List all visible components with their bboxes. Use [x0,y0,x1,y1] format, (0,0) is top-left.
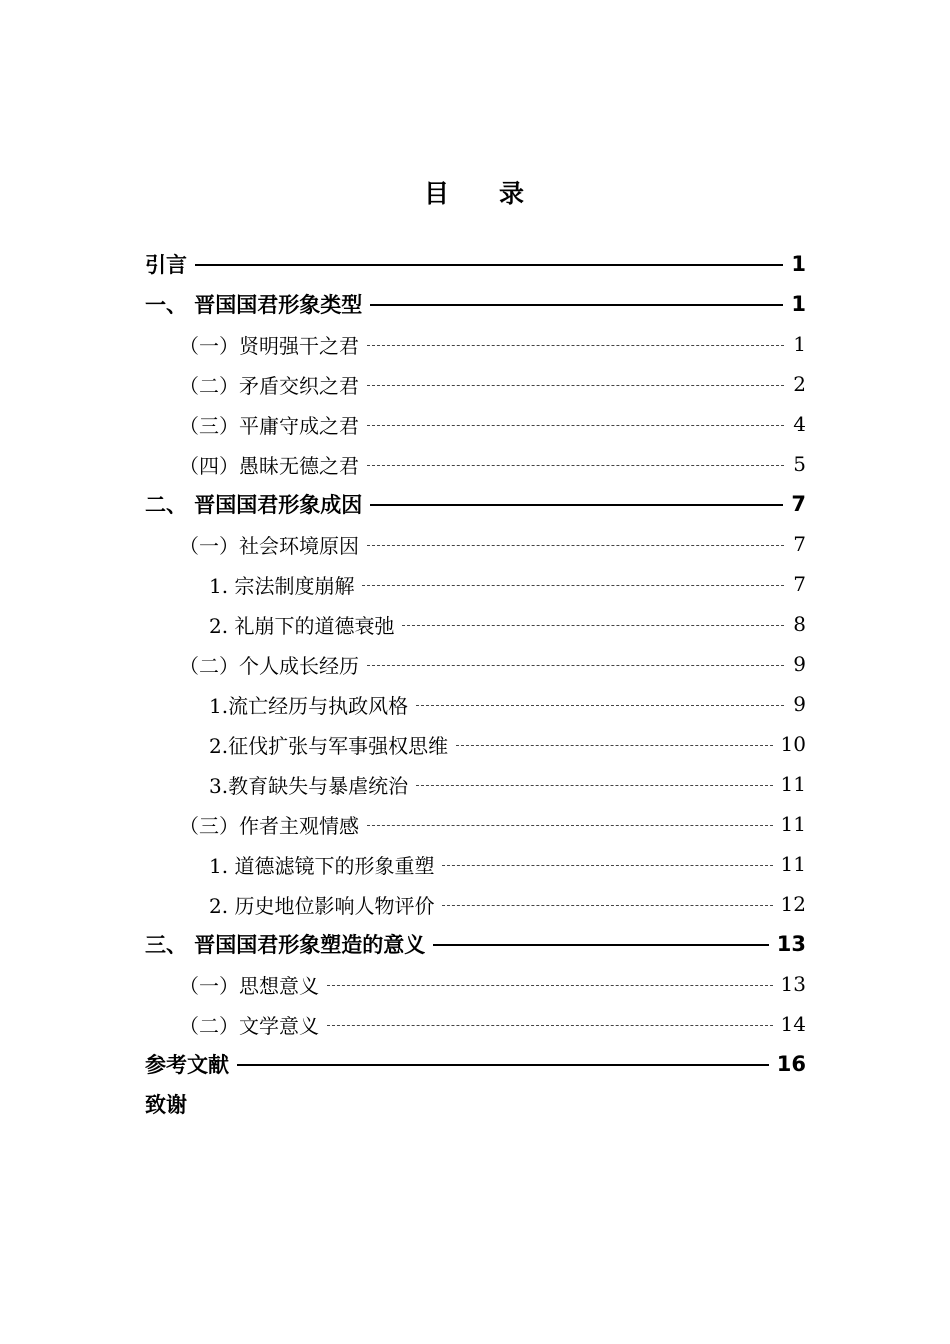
toc-leader [195,264,783,266]
toc-leader [456,745,772,746]
toc-entry-label: 3.教育缺失与暴虐统治 [209,773,409,798]
toc-title [0,174,950,210]
toc-leader [327,985,773,986]
toc-entry-page: 1 [791,292,806,316]
toc-entry[interactable] [145,764,806,804]
toc-entry-page: 11 [780,772,806,796]
toc-leader [370,504,783,506]
toc-entry[interactable] [145,484,806,524]
toc-entry-label: （一）贤明强干之君 [179,333,359,358]
toc-entry-label: 引言 [145,253,187,277]
toc-leader [367,385,784,386]
toc-entry[interactable] [145,804,806,844]
toc-entry-page: 7 [791,492,806,516]
toc-entry-label: （三）平庸守成之君 [179,413,359,438]
toc-entry[interactable] [145,924,806,964]
toc-entry-page: 2 [793,372,806,396]
toc-entry[interactable] [145,444,806,484]
toc-entry-label: （二）矛盾交织之君 [179,373,359,398]
toc-entry-label: 一、 晋国国君形象类型 [145,293,363,317]
toc-leader [367,545,784,546]
toc-entry[interactable] [145,844,806,884]
toc-entry-label: （三）作者主观情感 [179,813,359,838]
toc-entry-page: 9 [793,652,806,676]
toc-entry-page: 11 [780,812,806,836]
toc-entry[interactable] [145,524,806,564]
toc-entry-label: 致谢 [145,1093,187,1117]
toc-entry[interactable] [145,564,806,604]
toc-entry[interactable] [145,604,806,644]
toc-entry[interactable] [145,884,806,924]
toc-leader [416,785,772,786]
toc-leader [362,585,784,586]
toc-entry-page: 5 [793,452,806,476]
toc-entry-page: 11 [780,852,806,876]
toc-entry-label: （一）思想意义 [179,973,319,998]
toc-entry[interactable] [145,964,806,1004]
toc-leader [367,825,773,826]
toc-entry-page: 1 [793,332,806,356]
toc-entry-label: 参考文献 [145,1053,229,1077]
toc-entry-label: 二、 晋国国君形象成因 [145,493,363,517]
toc-entry-page: 8 [793,612,806,636]
toc-entry-page: 9 [793,692,806,716]
toc-entry[interactable] [145,724,806,764]
toc-entry-label: 2. 礼崩下的道德衰弛 [209,613,395,638]
toc-entry-label: 1.流亡经历与执政风格 [209,693,409,718]
toc-entry-label: 三、 晋国国君形象塑造的意义 [145,933,426,957]
toc-entry-page: 14 [780,1012,806,1036]
toc-entry-label: （一）社会环境原因 [179,533,359,558]
toc-entry[interactable] [145,684,806,724]
toc-entry-label: （二）个人成长经历 [179,653,359,678]
toc-leader [367,425,784,426]
toc-entry-page: 12 [780,892,806,916]
toc-leader [367,465,784,466]
toc-entry-page: 1 [791,252,806,276]
toc-leader [402,625,784,626]
toc-entry-label: 1. 道德滤镜下的形象重塑 [209,853,435,878]
toc-leader [367,345,784,346]
toc-entry-page: 10 [780,732,806,756]
toc-title-left: 目 [423,179,451,208]
toc-entry-page: 16 [776,1052,806,1076]
toc-entry-label: 2.征伐扩张与军事强权思维 [209,733,449,758]
toc-entry[interactable] [145,284,806,324]
toc-entry[interactable] [145,324,806,364]
toc-leader [416,705,784,706]
toc-entry[interactable] [145,1084,806,1124]
toc-entry[interactable] [145,364,806,404]
toc-entry-page: 4 [793,412,806,436]
toc-leader [327,1025,773,1026]
table-of-contents [145,244,806,1124]
toc-entry-page: 7 [793,532,806,556]
toc-entry-label: （二）文学意义 [179,1013,319,1038]
toc-entry[interactable] [145,1044,806,1084]
toc-entry[interactable] [145,644,806,684]
toc-title-right: 录 [499,179,527,208]
toc-leader [237,1064,769,1066]
toc-leader [442,905,772,906]
toc-leader [433,944,768,946]
toc-entry-page: 13 [780,972,806,996]
toc-entry-page: 7 [793,572,806,596]
toc-leader [367,665,784,666]
toc-leader [442,865,772,866]
toc-leader [370,304,783,306]
toc-entry-label: 1. 宗法制度崩解 [209,573,355,598]
toc-entry-page: 13 [776,932,806,956]
toc-entry-label: 2. 历史地位影响人物评价 [209,893,435,918]
toc-entry[interactable] [145,244,806,284]
toc-entry[interactable] [145,404,806,444]
toc-entry-label: （四）愚昧无德之君 [179,453,359,478]
toc-entry[interactable] [145,1004,806,1044]
